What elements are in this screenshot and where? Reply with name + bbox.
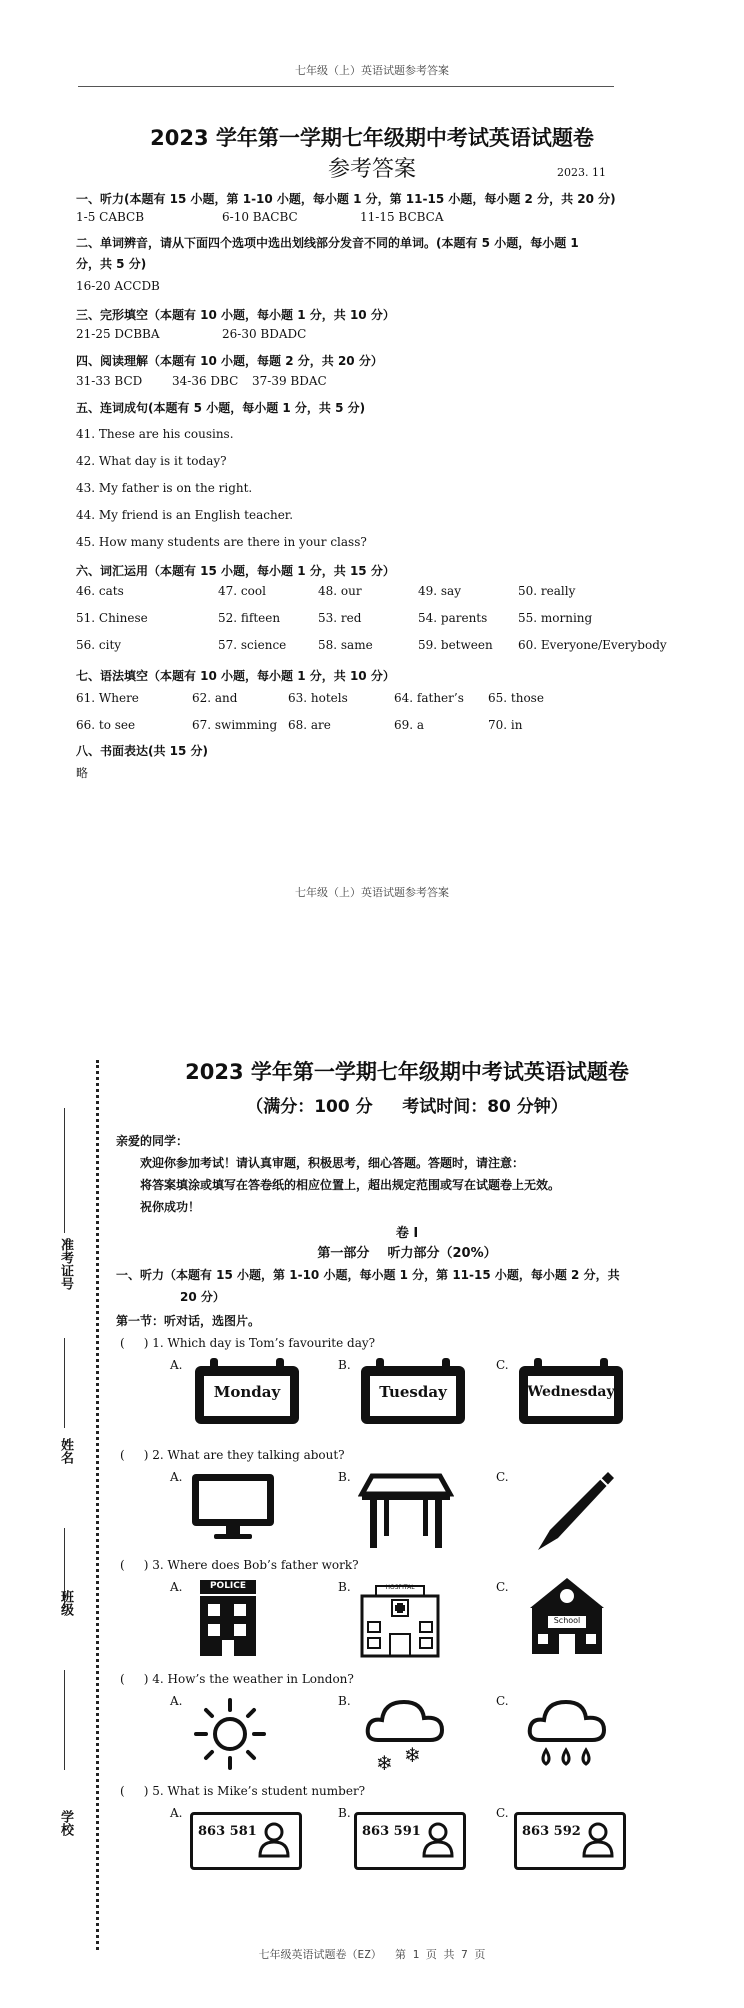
- binding-dotted-line: [96, 1060, 99, 1950]
- answer-31-33: 31-33 BCD: [76, 374, 143, 388]
- grammar-answer: 64. father’s: [394, 691, 464, 705]
- hospital-icon: [360, 1584, 440, 1662]
- vocab-answer: 58. same: [318, 638, 373, 652]
- answer-date: 2023. 11: [557, 166, 606, 179]
- calendar-monday-label: Monday: [213, 1383, 281, 1401]
- answer-6-10: 6-10 BACBC: [222, 210, 298, 224]
- question-5: ( ) 5. What is Mike’s student number?: [120, 1784, 366, 1798]
- table-icon: [358, 1472, 454, 1554]
- sun-icon: [192, 1696, 268, 1776]
- answer-37-39: 37-39 BDAC: [252, 374, 327, 388]
- answer-34-36: 34-36 DBC: [172, 374, 239, 388]
- section-6-heading: 六、词汇运用（本题有 15 小题，每小题 1 分，共 15 分）: [76, 564, 395, 578]
- section-1-heading: 一、听力(本题有 15 小题，第 1-10 小题，每小题 1 分，第 11-15 小题，每小题 2 分，共 20 分): [76, 192, 616, 206]
- monitor-icon: [188, 1472, 278, 1546]
- section-7-heading: 七、语法填空（本题有 10 小题，每小题 1 分，共 10 分）: [76, 669, 395, 683]
- vocab-answer: 50. really: [518, 584, 576, 598]
- answer-41: 41. These are his cousins.: [76, 427, 234, 441]
- question-2: ( ) 2. What are they talking about?: [120, 1448, 345, 1462]
- q1-option-b: B.: [338, 1358, 351, 1372]
- q5-option-a: A.: [170, 1806, 183, 1820]
- section-2-heading-cont: 分，共 5 分): [76, 257, 147, 271]
- question-1: ( ) 1. Which day is Tom’s favourite day?: [120, 1336, 376, 1350]
- label-exam-id: 准考证号: [58, 1238, 73, 1290]
- svg-text:❄: ❄: [404, 1743, 421, 1767]
- volume-label: 卷 I: [395, 1226, 419, 1241]
- hospital-sign: HOSPITAL: [385, 1584, 415, 1591]
- calendar-wednesday-label: Wednesday: [527, 1384, 615, 1400]
- vocab-answer: 54. parents: [418, 611, 488, 625]
- vocab-answer: 46. cats: [76, 584, 124, 598]
- q4-option-b: B.: [338, 1694, 351, 1708]
- grammar-answer: 61. Where: [76, 691, 139, 705]
- police-sign: POLICE: [209, 1581, 247, 1591]
- person-icon: [422, 1822, 454, 1862]
- q5-option-b: B.: [338, 1806, 351, 1820]
- police-station-icon: [200, 1580, 256, 1660]
- section-1-label: 第一节：听对话，选图片。: [116, 1314, 261, 1328]
- vocab-answer: 47. cool: [218, 584, 266, 598]
- label-name: 姓名: [58, 1438, 73, 1464]
- section-8-heading: 八、书面表达(共 15 分): [76, 744, 209, 758]
- q4-option-a: A.: [170, 1694, 183, 1708]
- answer-45: 45. How many students are there in your class?: [76, 535, 367, 549]
- rain-icon: [526, 1690, 608, 1780]
- question-4: ( ) 4. How’s the weather in London?: [120, 1672, 354, 1686]
- answer-21-25: 21-25 DCBBA: [76, 327, 160, 341]
- vocab-answer: 60. Everyone/Everybody: [518, 638, 667, 652]
- grammar-answer: 62. and: [192, 691, 238, 705]
- exam-title: 2023 学年第一学期七年级期中考试英语试题卷: [185, 1060, 629, 1084]
- label-class: 班级: [58, 1590, 73, 1616]
- card-b-number: 863 591: [362, 1824, 421, 1839]
- q3-option-c: C.: [496, 1580, 509, 1594]
- vocab-answer: 52. fifteen: [218, 611, 281, 625]
- greeting: 亲爱的同学：: [116, 1134, 189, 1148]
- instruction-3: 祝你成功！: [140, 1200, 201, 1214]
- person-icon: [582, 1822, 614, 1862]
- exam-page-footer: 七年级英语试题卷（EZ） 第 1 页 共 7 页: [258, 1948, 486, 1961]
- name-fill-line: [64, 1338, 65, 1428]
- vocab-answer: 51. Chinese: [76, 611, 148, 625]
- id-fill-line: [64, 1108, 65, 1233]
- snow-icon: [364, 1690, 446, 1780]
- vocab-answer: 55. morning: [518, 611, 593, 625]
- instruction-2: 将答案填涂或填写在答卷纸的相应位置上，超出规定范围或写在试题卷上无效。: [140, 1178, 561, 1192]
- answer-page-footer: 七年级（上）英语试题参考答案: [295, 886, 449, 899]
- q2-option-a: A.: [170, 1470, 183, 1484]
- instruction-1: 欢迎你参加考试！请认真审题，积极思考，细心答题。答题时，请注意：: [140, 1156, 525, 1170]
- q2-option-c: C.: [496, 1470, 509, 1484]
- vocab-answer: 59. between: [418, 638, 493, 652]
- vocab-answer: 56. city: [76, 638, 122, 652]
- answer-writing: 略: [76, 766, 89, 780]
- vocab-answer: 48. our: [318, 584, 362, 598]
- q3-option-a: A.: [170, 1580, 183, 1594]
- listening-heading: 一、听力（本题有 15 小题，第 1-10 小题，每小题 1 分，第 11-15 小题，每小题 2 分，共: [116, 1268, 620, 1282]
- answer-1-5: 1-5 CABCB: [76, 210, 145, 224]
- exam-subtitle: （满分：100 分 考试时间：80 分钟）: [246, 1097, 568, 1117]
- vocab-answer: 49. say: [418, 584, 461, 598]
- listening-heading-cont: 20 分）: [180, 1290, 225, 1304]
- answer-11-15: 11-15 BCBCA: [360, 210, 444, 224]
- card-a-number: 863 581: [198, 1824, 257, 1839]
- answer-44: 44. My friend is an English teacher.: [76, 508, 294, 522]
- section-4-heading: 四、阅读理解（本题有 10 小题，每题 2 分，共 20 分）: [76, 354, 383, 368]
- label-school: 学校: [58, 1810, 73, 1836]
- school-sign: School: [553, 1616, 581, 1625]
- grammar-answer: 70. in: [488, 718, 523, 732]
- school-fill-line: [64, 1670, 65, 1770]
- answer-page-header: 七年级（上）英语试题参考答案: [295, 64, 449, 77]
- pen-icon: [536, 1468, 616, 1556]
- q4-option-c: C.: [496, 1694, 509, 1708]
- person-icon: [258, 1822, 290, 1862]
- q1-option-c: C.: [496, 1358, 509, 1372]
- grammar-answer: 69. a: [394, 718, 425, 732]
- q3-option-b: B.: [338, 1580, 351, 1594]
- svg-text:❄: ❄: [376, 1751, 393, 1775]
- grammar-answer: 66. to see: [76, 718, 136, 732]
- answer-26-30: 26-30 BDADC: [222, 327, 307, 341]
- q5-option-c: C.: [496, 1806, 509, 1820]
- grammar-answer: 67. swimming: [192, 718, 278, 732]
- answer-page-title: 2023 学年第一学期七年级期中考试英语试题卷: [150, 126, 594, 150]
- grammar-answer: 63. hotels: [288, 691, 348, 705]
- card-c-number: 863 592: [522, 1824, 581, 1839]
- answer-page-subtitle: 参考答案: [327, 157, 416, 182]
- answer-16-20: 16-20 ACCDB: [76, 279, 160, 293]
- header-rule: [78, 86, 614, 87]
- grammar-answer: 65. those: [488, 691, 544, 705]
- section-5-heading: 五、连词成句(本题有 5 小题，每小题 1 分，共 5 分): [76, 401, 366, 415]
- q1-option-a: A.: [170, 1358, 183, 1372]
- section-3-heading: 三、完形填空（本题有 10 小题，每小题 1 分，共 10 分）: [76, 308, 395, 322]
- part-label: 第一部分 听力部分（20%）: [317, 1246, 497, 1261]
- question-3: ( ) 3. Where does Bob’s father work?: [120, 1558, 359, 1572]
- answer-42: 42. What day is it today?: [76, 454, 227, 468]
- section-2-heading: 二、单词辨音，请从下面四个选项中选出划线部分发音不同的单词。(本题有 5 小题，每小题 1: [76, 236, 579, 250]
- vocab-answer: 57. science: [218, 638, 287, 652]
- vocab-answer: 53. red: [318, 611, 362, 625]
- grammar-answer: 68. are: [288, 718, 331, 732]
- q2-option-b: B.: [338, 1470, 351, 1484]
- calendar-tuesday-label: Tuesday: [379, 1383, 447, 1401]
- answer-43: 43. My father is on the right.: [76, 481, 253, 495]
